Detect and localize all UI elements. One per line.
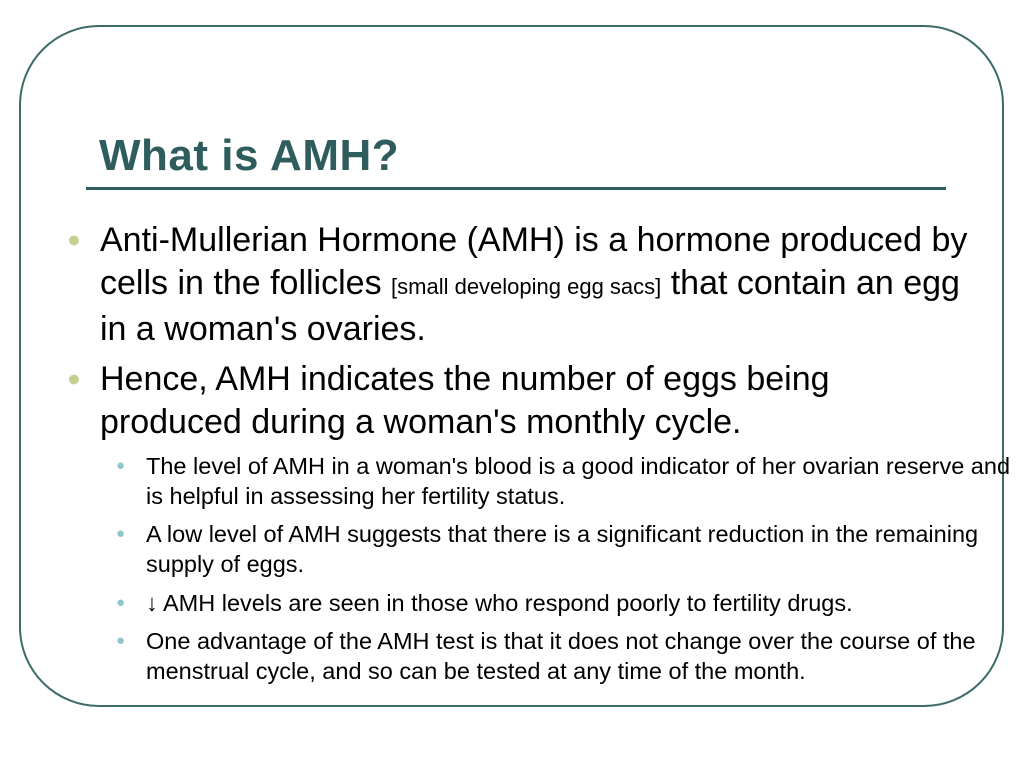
sub-bullet-text: One advantage of the AMH test is that it does not change over the course of the menstrual cycle, and so can be tested at any time of the month. [146,628,976,684]
sub-bullet-dot-icon: ● [116,632,126,649]
sub-bullet-text: The level of AMH in a woman's blood is a good indicator of her ovarian reserve and is helpful in assessing her fertility status. [146,453,1011,509]
sub-bullet-item [146,519,991,579]
bullet-item [100,219,980,351]
sub-bullet-item [146,588,1016,618]
slide-title: What is AMH? [99,131,400,180]
sub-bullet-item [146,626,991,686]
sub-bullet-dot-icon: ● [116,594,126,611]
bullet-dot-icon: ● [67,226,81,252]
sub-bullet-text: A low level of AMH suggests that there is a significant reduction in the remaining supply of eggs. [146,521,979,577]
title-underline [86,187,946,190]
bullet-text-continued: that contain an egg in a woman's ovaries. [100,264,960,348]
bullet-item [100,358,970,444]
bullet-text: Anti-Mullerian Hormone (AMH) is a hormone produced by cells in the follicles [100,221,968,302]
bullet-dot-icon: ● [67,365,81,391]
sub-bullet-dot-icon: ● [116,525,126,542]
bullet-text: Hence, AMH indicates the number of eggs being produced during a woman's monthly cycle. [100,360,830,441]
sub-bullet-text: ↓ AMH levels are seen in those who respond poorly to fertility drugs. [146,590,853,616]
bullet-small-text: [small developing egg sacs] [391,274,662,299]
sub-bullet-dot-icon: ● [116,457,126,474]
sub-bullet-item [146,451,1016,511]
